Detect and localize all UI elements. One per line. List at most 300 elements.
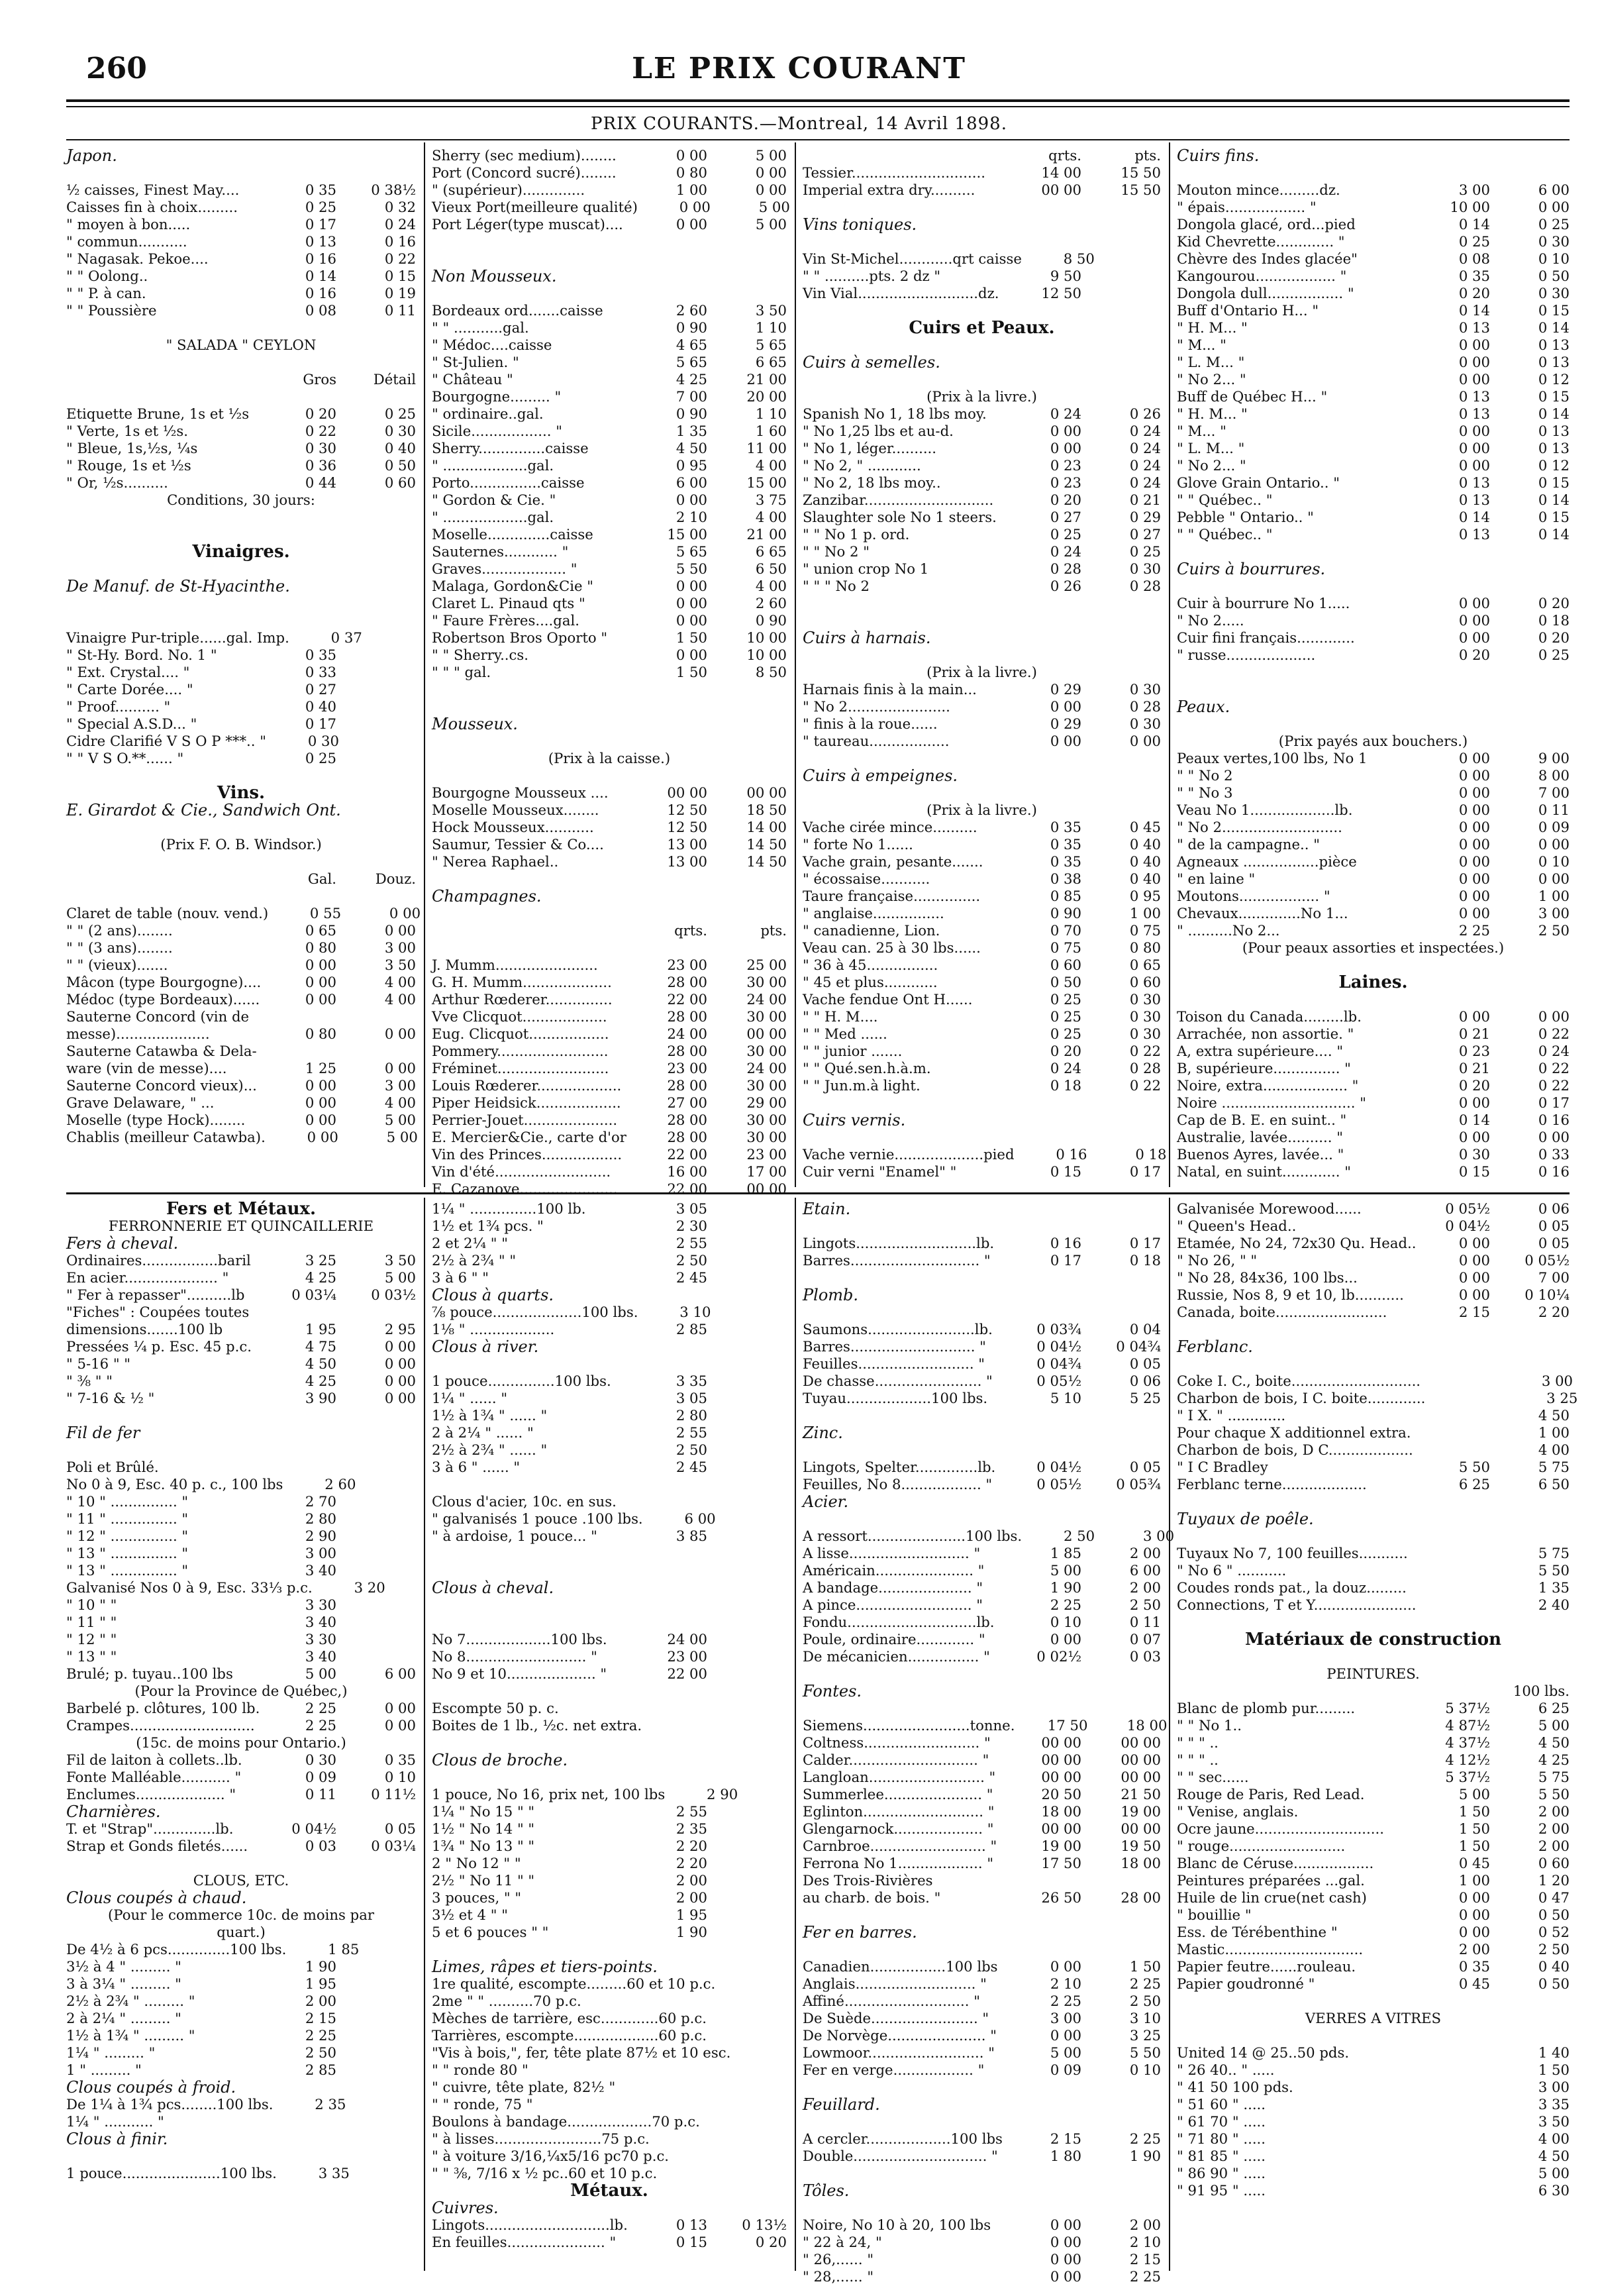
price-row <box>1177 2079 1570 2096</box>
section-heading: Cuirs et Peaux. <box>909 318 1055 338</box>
price-low: 0 18 <box>1050 1077 1081 1094</box>
price-high: 0 33 <box>1538 1146 1570 1163</box>
header-rule-thin <box>66 106 1570 107</box>
price-high: 7 00 <box>1538 1269 1570 1286</box>
item-label: E. Cazanove...................... <box>432 1180 618 1197</box>
price-row <box>1177 1906 1570 1924</box>
price-high: 0 50 <box>1538 1975 1570 1992</box>
blank-line <box>66 595 416 612</box>
price-row <box>803 715 1161 733</box>
item-label: 2 à 2¼ " ...... " <box>432 1424 534 1441</box>
price-row <box>66 1390 416 1407</box>
price-row <box>432 1252 787 1269</box>
price-low: 0 13 <box>1458 319 1490 336</box>
item-label: De Norvège...................... " <box>803 2027 997 2044</box>
price-row <box>1177 1129 1570 1146</box>
price-high <box>336 1562 416 1579</box>
item-label: Connections, T et Y....................... <box>1177 1596 1417 1613</box>
price-row <box>1177 337 1570 354</box>
item-label: " M... " <box>1177 423 1226 439</box>
price-row <box>1177 199 1570 216</box>
price-high: 2 20 <box>1538 1304 1570 1320</box>
blank-line <box>803 647 1161 664</box>
price-row <box>432 182 787 199</box>
item-label: Saumons........................lb. <box>803 1321 993 1337</box>
item-label: " 86 90 " ..... <box>1177 2165 1266 2181</box>
blank-line <box>803 1218 1161 1235</box>
blank-line <box>66 388 416 405</box>
price-high <box>336 1975 416 1993</box>
price-row <box>66 2010 416 2027</box>
price-row <box>66 733 416 750</box>
price-row <box>1177 1077 1570 1094</box>
price-row <box>803 957 1161 974</box>
price-high: 0 00 <box>384 1390 416 1406</box>
item-label: Siemens........................tonne. <box>803 1717 1015 1734</box>
price-row <box>803 1163 1161 1180</box>
price-low: 2 35 <box>315 2096 346 2113</box>
price-low: 2 85 <box>675 1321 707 1337</box>
price-row <box>432 819 787 836</box>
blank-line <box>66 2148 416 2165</box>
price-high: 3 00 <box>1538 2079 1570 2095</box>
price-row <box>1177 1060 1570 1077</box>
item-label: Sauternes............ " <box>432 543 569 560</box>
price-high: 0 40 <box>1129 870 1161 887</box>
item-label: " 10 " " <box>66 1596 117 1613</box>
item-label: Vve Clicquot................... <box>432 1008 607 1025</box>
item-label: Papier feutre......rouleau. <box>1177 1958 1356 1975</box>
price-row <box>1177 1441 1570 1459</box>
price-row <box>1177 1924 1570 1941</box>
price-low: 0 00 <box>305 1094 336 1111</box>
item-label: " commun........... <box>66 233 187 250</box>
item-label: Brulé; p. tuyau..100 lbs <box>66 1665 233 1682</box>
note-line: (15c. de moins pour Ontario.) <box>136 1734 346 1751</box>
price-high: Détail <box>373 371 416 388</box>
price-low <box>1417 1579 1490 1596</box>
price-low: 0 80 <box>305 939 336 956</box>
price-low: 0 04½ <box>1036 1459 1081 1475</box>
price-high: 15 00 <box>746 474 787 491</box>
price-low: 2 35 <box>675 1820 707 1837</box>
blank-line <box>1177 1993 1570 2010</box>
item-label: Imperial extra dry.......... <box>803 182 975 198</box>
price-low: 28 00 <box>667 974 707 990</box>
price-high <box>336 1596 416 1614</box>
item-label: " épais.................. " <box>1177 199 1317 215</box>
price-high <box>356 1476 435 1493</box>
item-label: Fréminet......................... <box>432 1060 609 1076</box>
price-low: 0 00 <box>1458 440 1490 456</box>
item-label: " à lisses........................75 p.c. <box>432 2130 650 2147</box>
price-row <box>803 974 1161 991</box>
item-label: " 13 " ............... " <box>66 1545 189 1561</box>
price-row <box>803 1390 1161 1407</box>
price-high: 0 06 <box>1129 1373 1161 1389</box>
price-row <box>66 1373 416 1390</box>
blank-line <box>803 1441 1161 1459</box>
price-high: 6 00 <box>1129 1562 1161 1579</box>
item-label: Galvanisé Nos 0 à 9, Esc. 33⅓ p.c. <box>66 1579 313 1596</box>
price-row <box>432 1129 787 1146</box>
blank-line <box>803 1665 1161 1683</box>
price-row <box>432 388 787 405</box>
blank-line <box>432 1614 787 1631</box>
price-row <box>432 1200 787 1218</box>
item-label: No 8........................... " <box>432 1648 597 1665</box>
item-label: Feuilles, No 8.................. " <box>803 1476 993 1492</box>
price-high: 10 00 <box>746 647 787 663</box>
blank-line <box>803 2199 1161 2217</box>
price-row <box>432 164 787 182</box>
price-row <box>66 1355 416 1373</box>
price-row <box>1177 2096 1570 2113</box>
price-high: 0 90 <box>755 612 787 629</box>
item-label: Malaga, Gordon&Cie " <box>432 578 594 594</box>
price-high <box>707 1528 787 1545</box>
price-low: 0 00 <box>1458 802 1490 818</box>
note-line: (Prix à la livre.) <box>926 388 1037 405</box>
section-subheading: Fer en barres. <box>803 1923 917 1942</box>
price-low: 00 00 <box>1041 182 1081 198</box>
price-high: 2 00 <box>1129 1579 1161 1596</box>
item-label: Russie, Nos 8, 9 et 10, lb........... <box>1177 1286 1404 1303</box>
price-high <box>336 2044 416 2061</box>
price-low: 5 50 <box>675 560 707 577</box>
price-low: 27 00 <box>667 1094 707 1111</box>
item-label: Lingots...........................lb. <box>803 1235 995 1251</box>
price-high: 0 13 <box>1538 423 1570 439</box>
price-row <box>432 199 790 216</box>
price-low: 0 35 <box>1050 853 1081 870</box>
price-row <box>803 698 1161 715</box>
price-low: 0 14 <box>1458 216 1490 233</box>
price-row <box>1177 802 1570 819</box>
blank-line <box>66 560 416 578</box>
price-row <box>803 1993 1161 2010</box>
price-row <box>1177 647 1570 664</box>
price-high: 10 00 <box>746 629 787 646</box>
price-high <box>707 2061 787 2079</box>
price-low: 0 00 <box>1458 836 1490 853</box>
item-label: " Château " <box>432 371 513 388</box>
item-label: " ⅜ " " <box>66 1373 113 1389</box>
price-high <box>711 1304 790 1321</box>
blank-line <box>66 888 416 905</box>
price-high: 5 00 <box>1538 2165 1570 2181</box>
price-high: 6 50 <box>1538 1476 1570 1492</box>
price-row <box>1177 250 1570 268</box>
price-low: 0 00 <box>1458 1252 1490 1269</box>
price-low: 0 37 <box>330 629 362 646</box>
item-label: E. Mercier&Cie., carte d'or <box>432 1129 626 1145</box>
item-label: " 13 " ............... " <box>66 1562 189 1579</box>
price-low: 3 00 <box>305 1545 336 1561</box>
price-high: 0 22 <box>1129 1077 1161 1094</box>
price-low: 2 50 <box>675 1441 707 1458</box>
item-label: Pressées ¼ p. Esc. 45 p.c. <box>66 1338 252 1355</box>
item-label: Arrachée, non assortie. " <box>1177 1025 1354 1042</box>
price-low: 0 13 <box>675 2217 707 2233</box>
price-low: 28 00 <box>667 1112 707 1128</box>
price-high: 0 17 <box>1129 1235 1161 1251</box>
price-row <box>432 147 787 164</box>
price-high: 0 11½ <box>371 1786 416 1802</box>
price-row <box>66 1286 416 1304</box>
price-high: 00 00 <box>1121 1820 1161 1837</box>
price-row <box>66 1077 416 1094</box>
price-row <box>803 1803 1161 1820</box>
price-row <box>432 1924 787 1941</box>
price-low: 12 50 <box>1041 285 1081 301</box>
blank-line <box>66 319 416 337</box>
price-low: 0 00 <box>305 974 336 990</box>
item-label: A bandage..................... " <box>803 1579 983 1596</box>
blank-line <box>1177 664 1570 681</box>
price-row <box>432 853 787 870</box>
price-high: 5 75 <box>1538 1769 1570 1785</box>
price-row <box>432 1838 787 1855</box>
price-row <box>432 629 787 647</box>
price-high: 5 00 <box>384 1112 416 1128</box>
price-row <box>803 1889 1161 1906</box>
price-low <box>634 2079 707 2096</box>
price-high: 6 50 <box>755 560 787 577</box>
price-row <box>1177 612 1570 629</box>
price-high: 2 60 <box>755 595 787 611</box>
price-low: 0 00 <box>1458 1129 1490 1145</box>
blank-line <box>1177 991 1570 1008</box>
section-subheading: Vins toniques. <box>803 215 917 234</box>
column-divider <box>1169 142 1170 1187</box>
price-high: 25 00 <box>746 957 787 973</box>
price-row <box>66 1579 416 1596</box>
item-label: Fer en verge.................. " <box>803 2061 985 2078</box>
price-high: 21 00 <box>746 526 787 543</box>
price-low: 0 40 <box>305 698 336 715</box>
price-low: 1 50 <box>1458 1803 1490 1820</box>
item-label: 1¼ " ......... " <box>66 2044 156 2061</box>
item-label: Buenos Ayres, lavée... " <box>1177 1146 1344 1163</box>
blank-line <box>803 2079 1161 2096</box>
item-label: 1 pouce......................100 lbs. <box>66 2165 277 2181</box>
item-label: Port (Concord sucré)........ <box>432 164 617 181</box>
price-high: 18 00 <box>1121 1855 1161 1871</box>
price-row <box>1177 2113 1570 2130</box>
price-low: 6 25 <box>1458 1476 1490 1492</box>
price-row <box>803 1769 1161 1786</box>
price-row <box>1177 1146 1570 1163</box>
price-row <box>66 199 416 216</box>
price-high: 30 00 <box>746 1043 787 1059</box>
section-subheading: Clous à river. <box>432 1337 539 1356</box>
item-label: A ressort......................100 lbs. <box>803 1528 1023 1544</box>
price-low: 2 10 <box>1050 1975 1081 1992</box>
column-tinplate-paints-glass <box>1177 1200 1578 2270</box>
price-high <box>707 1269 787 1286</box>
price-row <box>432 1648 787 1665</box>
item-label: 3½ à 4 " ......... " <box>66 1958 181 1975</box>
price-low: 3 35 <box>675 1373 707 1389</box>
price-high: 00 00 <box>1121 1751 1161 1768</box>
price-row <box>66 629 416 647</box>
item-label: " ..........No 2... <box>1177 922 1280 939</box>
item-label: Vache cirée mince.......... <box>803 819 977 835</box>
price-row <box>803 870 1161 888</box>
item-label: 1½ à 1¾ " ...... " <box>432 1407 548 1424</box>
price-row <box>432 1373 787 1390</box>
item-label: " rouge.......................... <box>1177 1838 1346 1854</box>
price-low <box>1417 1441 1490 1459</box>
price-row <box>1177 888 1570 905</box>
price-high: 5 00 <box>755 147 787 164</box>
item-label: Huile de lin crue(net cash) <box>1177 1889 1367 1906</box>
price-row <box>66 2113 416 2130</box>
price-row <box>432 474 787 492</box>
price-row <box>432 319 787 337</box>
item-label: " " No 1 p. ord. <box>803 526 910 543</box>
price-low: 0 30 <box>305 440 336 456</box>
header-rule-top <box>66 99 1570 102</box>
price-row <box>1177 302 1570 319</box>
price-low: 0 00 <box>1050 440 1081 456</box>
price-row <box>432 1459 787 1476</box>
price-row <box>1177 405 1570 423</box>
price-low: 2 30 <box>675 1218 707 1234</box>
price-high: 15 50 <box>1121 182 1161 198</box>
price-low: 0 08 <box>305 302 336 319</box>
item-label: Moselle (type Hock)........ <box>66 1112 246 1128</box>
item-label: " 71 80 " ..... <box>1177 2130 1266 2147</box>
blank-line <box>1177 1355 1570 1373</box>
price-row <box>66 1717 416 1734</box>
price-row <box>432 1094 787 1112</box>
price-low: 0 25 <box>305 199 336 215</box>
item-label: Port Léger(type muscat).... <box>432 216 623 233</box>
price-high: 0 30 <box>384 423 416 439</box>
item-label: " " H. M.... <box>803 1008 878 1025</box>
price-high: 1 20 <box>1538 1872 1570 1889</box>
price-high: 0 22 <box>1538 1077 1570 1094</box>
item-label: " M... " <box>1177 337 1226 353</box>
price-low: Gal. <box>307 870 336 887</box>
price-high <box>707 1889 787 1906</box>
price-high: 0 15 <box>1538 509 1570 525</box>
price-low: 0 13 <box>305 233 336 250</box>
item-label: Vieux Port(meilleure qualité) <box>432 199 638 215</box>
price-row <box>1177 2061 1570 2079</box>
price-high <box>723 2130 802 2148</box>
price-row <box>432 1803 787 1820</box>
text-line: Escompte 50 p. c. <box>432 1700 559 1716</box>
item-label: Blanc de plomb pur......... <box>1177 1700 1356 1716</box>
price-high <box>707 1373 787 1390</box>
price-row <box>432 440 787 457</box>
price-low: 0 00 <box>1458 354 1490 370</box>
price-high: 0 30 <box>1129 1008 1161 1025</box>
item-label: " Proof.......... " <box>66 698 171 715</box>
price-row <box>66 1493 416 1510</box>
price-low: 2 15 <box>1050 2130 1081 2147</box>
price-high: 4 00 <box>384 974 416 990</box>
price-low: 4 25 <box>305 1269 336 1286</box>
item-label: " Queen's Head.. <box>1177 1218 1297 1234</box>
price-row <box>803 1528 1175 1545</box>
section-subheading: Fil de fer <box>66 1424 140 1442</box>
price-low: 1 90 <box>1050 1579 1081 1596</box>
price-high: 23 00 <box>746 1146 787 1163</box>
price-row <box>66 233 416 250</box>
price-high: 0 17 <box>1538 1094 1570 1111</box>
price-low: 2 50 <box>675 1252 707 1269</box>
price-high <box>707 1820 787 1838</box>
price-high: 29 00 <box>746 1094 787 1111</box>
item-label: 1¼ " ........... " <box>66 2113 164 2130</box>
item-label: " taureau.................. <box>803 733 950 749</box>
price-low: 6 00 <box>684 1510 716 1527</box>
price-row <box>66 1614 416 1631</box>
price-low: 0 08 <box>1458 250 1490 267</box>
section-subheading: Acier. <box>803 1492 849 1511</box>
item-label: 1¾ " No 13 " " <box>432 1838 535 1854</box>
price-high: 0 14 <box>1538 492 1570 508</box>
price-row <box>66 1631 416 1648</box>
price-low: 0 00 <box>305 957 336 973</box>
item-label: Zanzibar............................. <box>803 492 994 508</box>
price-low: 0 38 <box>1050 870 1081 887</box>
item-label: Porto................caisse <box>432 474 585 491</box>
price-low: 0 00 <box>305 991 336 1008</box>
price-high: 0 15 <box>1538 302 1570 319</box>
price-low: 0 00 <box>1458 750 1490 766</box>
price-high: 0 24 <box>1538 1043 1570 1059</box>
item-label: Noire, No 10 à 20, 100 lbs <box>803 2217 991 2233</box>
column-divider <box>1169 1198 1170 2271</box>
item-label: " " Sherry..cs. <box>432 647 529 663</box>
item-label: " St-Julien. " <box>432 354 519 370</box>
price-high: 0 12 <box>1538 457 1570 474</box>
item-label: En feuilles...................... " <box>432 2234 617 2250</box>
blank-line <box>803 1941 1161 1958</box>
blank-line <box>432 905 787 922</box>
price-row <box>803 1146 1167 1163</box>
price-low <box>1421 1373 1493 1390</box>
price-low: 00 00 <box>1041 1820 1081 1837</box>
price-low <box>634 1993 707 2010</box>
price-row <box>66 1545 416 1562</box>
item-label: " No 2..... <box>1177 612 1244 629</box>
subheading-rule <box>66 139 1570 140</box>
price-low: 0 28 <box>1050 560 1081 577</box>
item-label: Bordeaux ord.......caisse <box>432 302 603 319</box>
price-low: 0 14 <box>1458 509 1490 525</box>
price-row <box>803 1820 1161 1838</box>
price-low: 0 03¼ <box>291 1286 336 1303</box>
item-label: 2 " No 12 " " <box>432 1855 521 1871</box>
price-row <box>66 1060 416 1077</box>
blank-line <box>803 337 1161 354</box>
note-line: CLOUS, ETC. <box>193 1872 289 1889</box>
price-low: 4 25 <box>675 371 707 388</box>
price-low: 2 60 <box>325 1476 356 1492</box>
price-low: 3 05 <box>675 1390 707 1406</box>
price-row <box>432 2217 787 2234</box>
price-row <box>432 1441 787 1459</box>
item-label: Fondu.............................lb. <box>803 1614 995 1630</box>
item-label: " No 6 " ........... <box>1177 1562 1287 1579</box>
price-high <box>707 1906 787 1924</box>
